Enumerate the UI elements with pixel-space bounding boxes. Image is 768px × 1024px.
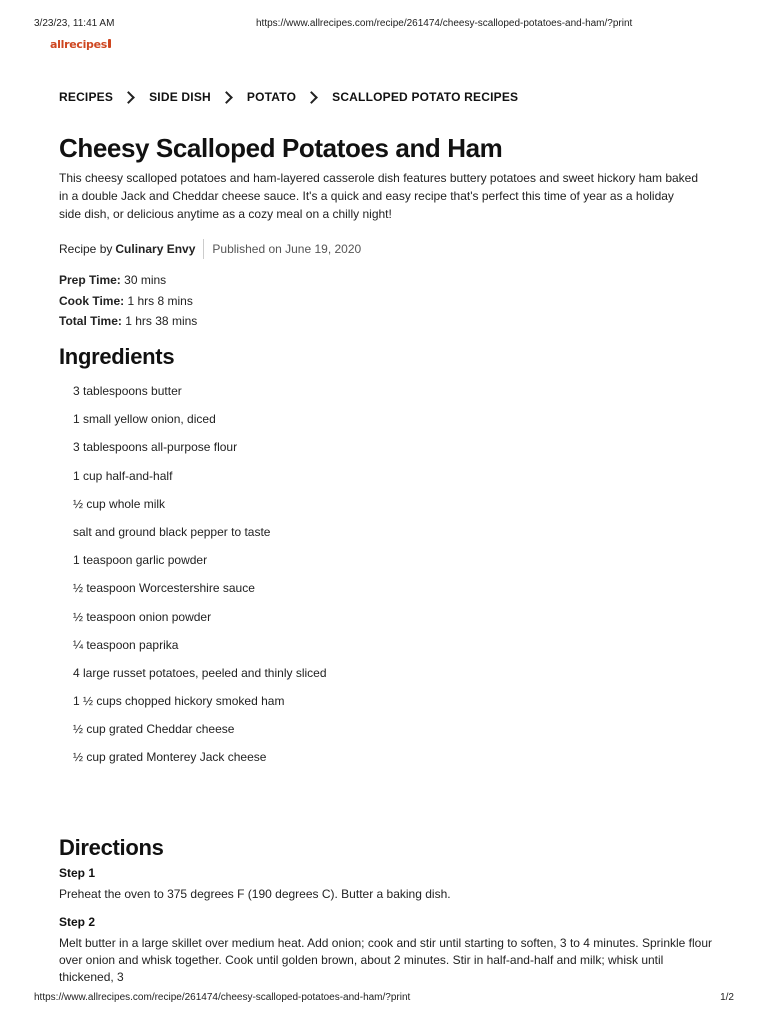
print-url: https://www.allrecipes.com/recipe/261474/cheesy-scalloped-potatoes-and-ham/?print [256,18,633,29]
ingredient-item: salt and ground black pepper to taste [73,524,271,539]
print-datetime: 3/23/23, 11:41 AM [34,18,115,29]
recipe-title: Cheesy Scalloped Potatoes and Ham [59,133,503,163]
ingredient-item: ½ teaspoon onion powder [73,609,212,624]
directions-heading: Directions [59,835,164,860]
recipe-description: This cheesy scalloped potatoes and ham-layered casserole dish features buttery potatoes and sweet hickory ham baked in a double Jack and Cheddar cheese sauce. It's a quick and easy recipe that's perfect this time of year as a holiday side dish, or delicious anytime as a cozy meal on a chilly night! [59,171,699,221]
breadcrumb-item-scalloped-potato-recipes[interactable]: SCALLOPED POTATO RECIPES [332,90,519,104]
ingredient-item: ½ cup grated Monterey Jack cheese [73,750,267,765]
ingredient-item: 3 tablespoons butter [73,384,182,398]
author-link[interactable]: Culinary Envy [115,242,196,256]
breadcrumb-item-side-dish[interactable]: SIDE DISH [149,90,211,104]
ingredient-item: 1 small yellow onion, diced [73,412,216,427]
recipe-header [59,130,719,332]
step-2-label: Step 2 [59,915,96,929]
published-date: Published on June 19, 2020 [212,242,362,256]
cook-time [59,291,719,312]
total-time [59,311,719,332]
breadcrumb-item-recipes[interactable]: RECIPES [59,90,114,104]
total-time-label: Total Time: [59,314,122,328]
breadcrumb [59,90,518,104]
ingredient-item: ½ cup whole milk [73,496,166,511]
chevron-right-icon [305,91,318,104]
chevron-right-icon [220,91,233,104]
ingredient-item: ½ cup grated Cheddar cheese [73,722,235,737]
step-2-text: Melt butter in a large skillet over medium heat. Add onion; cook and stir until starting to soften, 3 to 4 minutes. Sprinkle flour over onion and whisk together. Cook until golden brown, about 2 minutes. Stir in half-and-half and milk; whisk until thickened, 3 [59,936,713,984]
cook-time-value: 1 hrs 8 mins [127,293,193,308]
chevron-right-icon [122,91,135,104]
page-number: 1/2 [720,992,734,1003]
ingredient-item: 4 large russet potatoes, peeled and thinly sliced [73,665,327,680]
footer-url: https://www.allrecipes.com/recipe/261474/cheesy-scalloped-potatoes-and-ham/?print [34,992,411,1003]
breadcrumb-item-potato[interactable]: POTATO [246,90,297,104]
prep-time-label: Prep Time: [59,273,121,287]
prep-time [59,270,719,291]
logo-text: allrecipes [50,38,108,51]
step-1-text: Preheat the oven to 375 degrees F (190 degrees C). Butter a baking dish. [59,887,451,901]
byline-prefix: Recipe by [59,242,113,256]
prep-time-value: 30 mins [124,273,167,287]
ingredient-item: ¼ teaspoon paprika [73,637,179,652]
ingredient-item: 1 cup half-and-half [73,468,173,483]
recipe-byline [59,239,719,259]
ingredients-list [73,381,327,776]
cook-time-label: Cook Time: [59,293,125,308]
byline-divider [203,239,204,259]
total-time-value: 1 hrs 38 mins [125,314,198,328]
ingredient-item: 1 ½ cups chopped hickory smoked ham [73,694,285,709]
step-1-label: Step 1 [59,866,96,880]
ingredient-item: 1 teaspoon garlic powder [73,553,208,568]
recipe-times [59,270,719,332]
ingredient-item: 3 tablespoons all-purpose flour [73,440,238,455]
logo-mark-icon [108,39,111,48]
ingredient-item: ½ teaspoon Worcestershire sauce [73,581,255,596]
ingredients-heading: Ingredients [59,344,175,369]
allrecipes-logo[interactable] [50,38,111,51]
